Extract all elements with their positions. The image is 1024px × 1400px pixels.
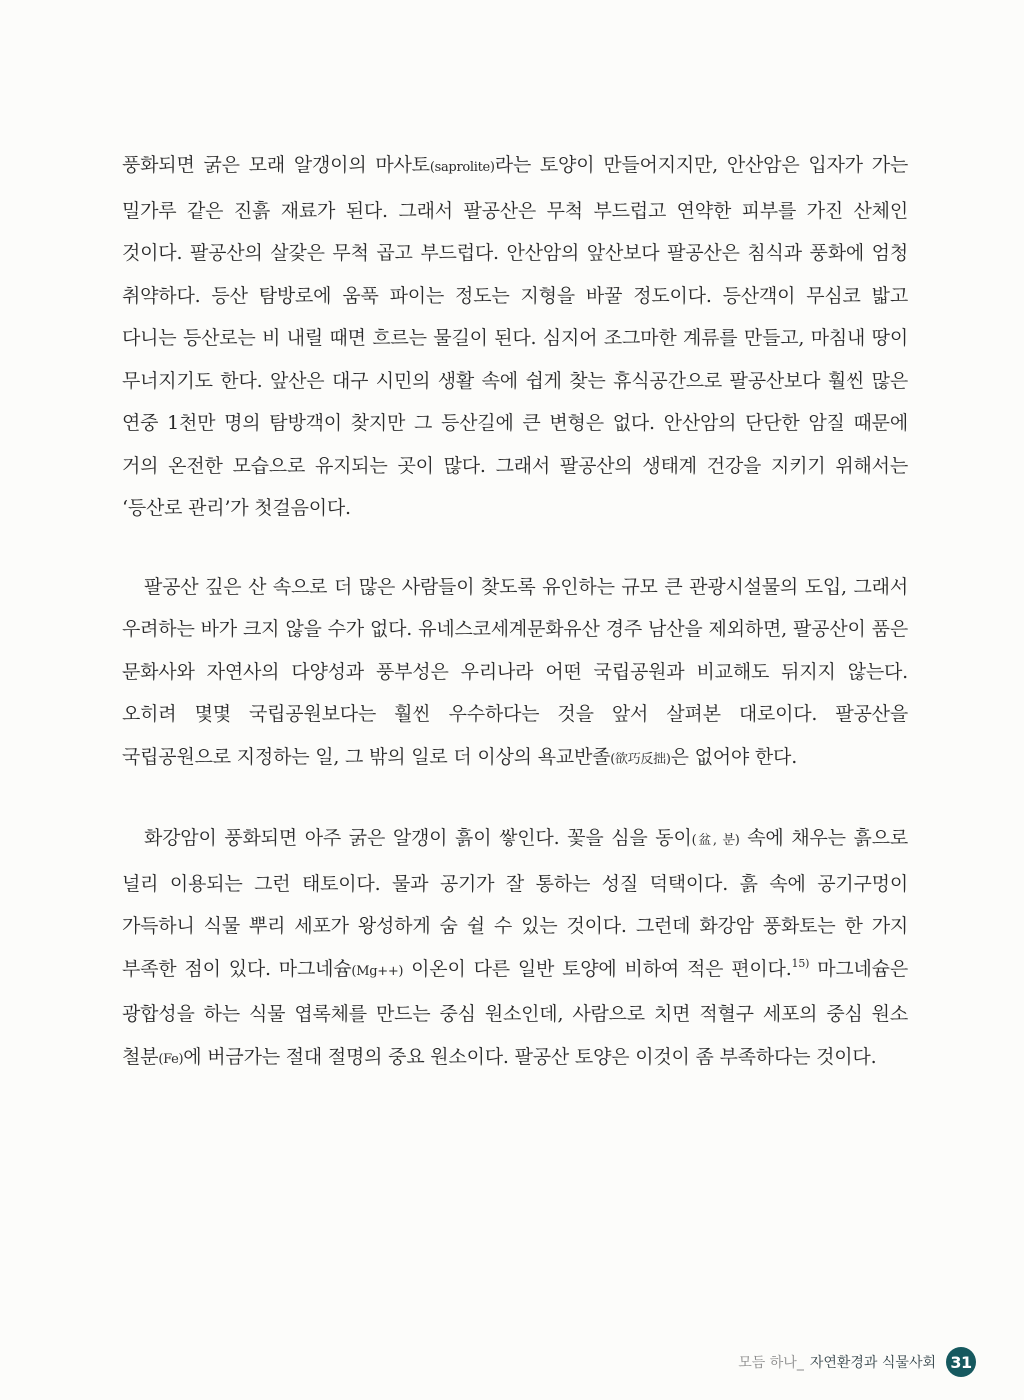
footnote-marker: 15) [791, 956, 810, 970]
paragraph-2-text: 팔공산 깊은 산 속으로 더 많은 사람들이 찾도록 유인하는 규모 큰 관광시설물의 도입, 그래서 우려하는 바가 크지 않을 수가 없다. 유네스코세계문화유산 경주 남산을 제외하면, 팔공산이 품은 문화사와 자연사의 다양성과 풍부성은 우리나라 어떤 국립공원과 비교해도 뒤지지 않는다. 오히려 몇몇 국립공원보다는 훨씬 우수하다는 것을 앞서 살펴본 대로이다. 팔공산을 국립공원으로 지정하는 일, 그 밖의 일로 더 이상의 욕교반졸 [122, 575, 908, 768]
footer-chapter-title: 자연환경과 식물사회 [809, 1355, 936, 1371]
paragraph-3 [122, 817, 908, 1081]
paragraph-3-part-c: 이온이 다른 일반 토양에 비하여 적은 편이다. [403, 957, 792, 980]
pot-annotation: (盆, 분) [691, 833, 740, 848]
paragraph-3-part-d: 마그네슘은 광합성을 하는 식물 엽록체를 만드는 중심 원소인데, 사람으로 치면 적혈구 세포의 중심 원소 철분 [122, 957, 908, 1068]
page-number-badge: 31 [946, 1347, 976, 1377]
hanja-annotation: (欲巧反拙) [610, 751, 671, 767]
paragraph-2-end: 은 없어야 한다. [670, 745, 798, 768]
paragraph-1-rest: 라는 토양이 만들어지지만, 안산암은 입자가 가는 밀가루 같은 진흙 재료가 된다. 그래서 팔공산은 무척 부드럽고 연약한 피부를 가진 산체인 것이다. 팔공산의 살갗은 무척 곱고 부드럽다. 안산암의 앞산보다 팔공산은 침식과 풍화에 엄청 취약하다. 등산 탐방로에 움푹 파이는 정도는 지형을 바꿀 정도이다. 등산객이 무심코 밟고 다니는 등산로는 비 내릴 때면 흐르는 물길이 된다. 심지어 조그마한 계류를 만들고, 마침내 땅이 무너지기도 한다. 앞산은 대구 시민의 생활 속에 쉽게 찾는 휴식공간으로 팔공산보다 훨씬 많은 연중 1천만 명의 탐방객이 찾지만 그 등산길에 큰 변형은 없다. 안산암의 단단한 암질 때문에 거의 온전한 모습으로 유지되는 곳이 많다. 그래서 팔공산의 생태계 건강을 지키기 위해서는 ‘등산로 관리’가 첫걸음이다. [122, 154, 909, 519]
paragraph-3-part-e: 에 버금가는 절대 절명의 중요 원소이다. 팔공산 토양은 이것이 좀 부족하다는 것이다. [183, 1045, 877, 1068]
paragraph-3-part-a: 화강암이 풍화되면 아주 굵은 알갱이 흙이 쌓인다. 꽃을 심을 동이 [144, 827, 692, 849]
magnesium-annotation: (Mg++) [351, 963, 404, 979]
page-footer [738, 1347, 976, 1377]
body-text [122, 144, 908, 1081]
paragraph-2 [122, 566, 908, 782]
paragraph-1 [122, 144, 908, 530]
paragraph-3-part-b: 속에 채우는 흙으로 널리 이용되는 그런 태토이다. 물과 공기가 잘 통하는 성질 덕택이다. 흙 속에 공기구멍이 가득하니 식물 뿌리 세포가 왕성하게 숨 쉴 수 있는 것이다. 그런데 화강암 풍화토는 한 가지 부족한 점이 있다. 마그네슘 [122, 827, 908, 980]
saprolite-annotation: (saprolite) [429, 160, 495, 175]
footer-section-label: 모듬 하나_ [738, 1355, 804, 1371]
paragraph-1-start: 풍화되면 굵은 모래 알갱이의 마사토 [122, 154, 430, 176]
iron-annotation: (Fe) [158, 1051, 184, 1067]
